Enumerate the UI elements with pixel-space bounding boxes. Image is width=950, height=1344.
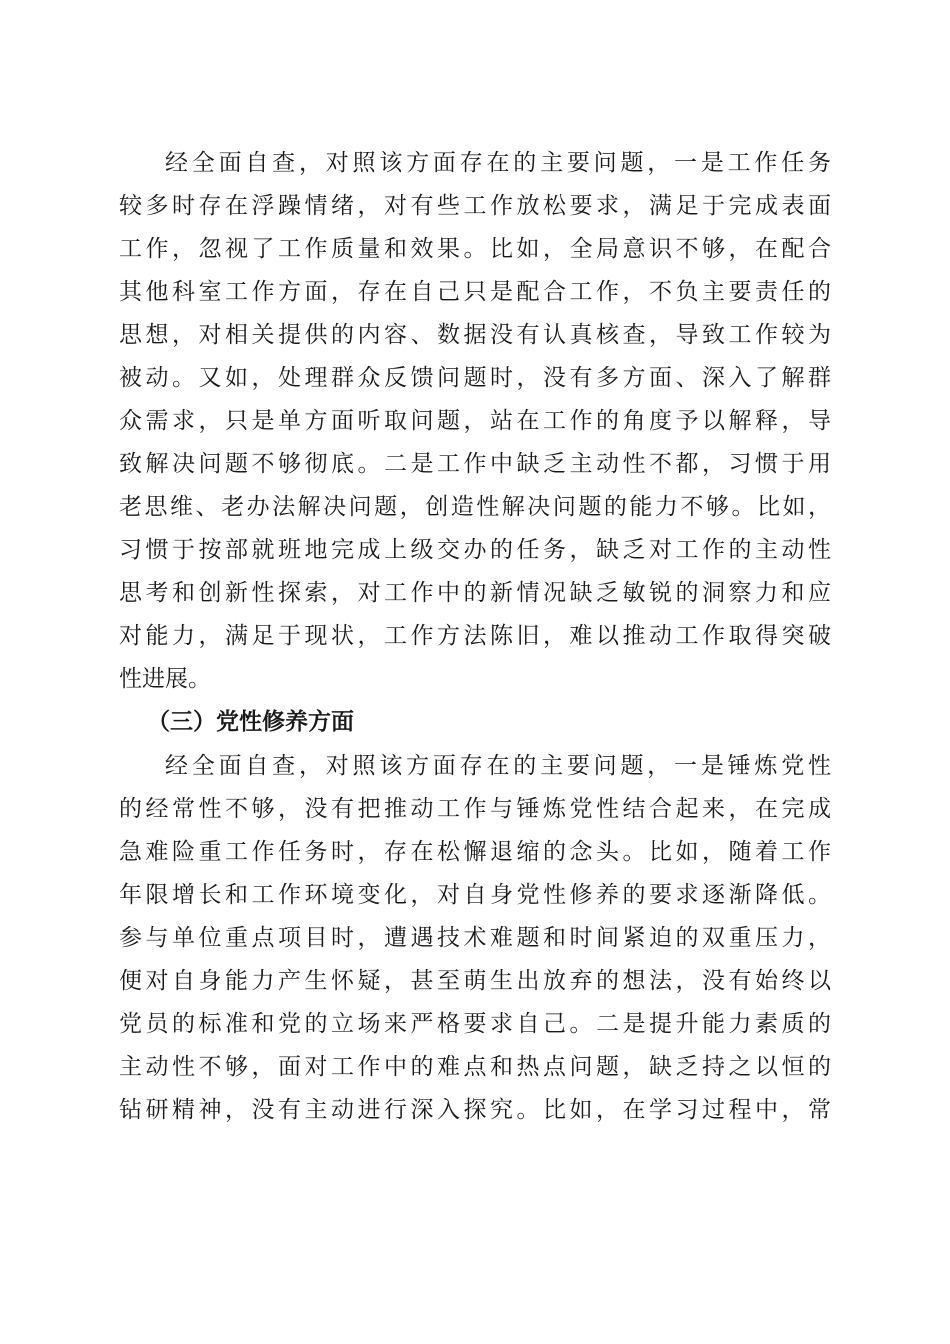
paragraph-1-line-8: 致解决问题不够彻底。二是工作中缺乏主动性不都，习惯于用: [119, 451, 831, 477]
paragraph-2-line-5: 参与单位重点项目时，遭遇技术难题和时间紧迫的双重压力，: [119, 925, 831, 951]
paragraph-2-line-9: 钻研精神，没有主动进行深入探究。比如，在学习过程中，常: [119, 1097, 831, 1123]
paragraph-2-line-3: 急难险重工作任务时，存在松懈退缩的念头。比如，随着工作: [119, 839, 831, 865]
paragraph-1-line-6: 被动。又如，处理群众反馈问题时，没有多方面、深入了解群: [119, 365, 831, 391]
paragraph-1-line-9: 老思维、老办法解决问题，创造性解决问题的能力不够。比如，: [119, 494, 831, 520]
paragraph-2-line-7: 党员的标准和党的立场来严格要求自己。二是提升能力素质的: [119, 1011, 831, 1037]
paragraph-1-line-11: 思考和创新性探索，对工作中的新情况缺乏敏锐的洞察力和应: [119, 580, 831, 606]
paragraph-1-line-5: 思想，对相关提供的内容、数据没有认真核查，导致工作较为: [119, 322, 831, 348]
paragraph-2-line-6: 便对自身能力产生怀疑，甚至萌生出放弃的想法，没有始终以: [119, 968, 831, 994]
paragraph-2-line-4: 年限增长和工作环境变化，对自身党性修养的要求逐渐降低。: [119, 882, 831, 908]
paragraph-1-line-1: 经全面自查，对照该方面存在的主要问题，一是工作任务: [165, 150, 831, 176]
paragraph-1-line-10: 习惯于按部就班地完成上级交办的任务，缺乏对工作的主动性: [119, 537, 831, 563]
section-heading-3: （三）党性修养方面: [147, 708, 354, 735]
paragraph-2-line-1: 经全面自查，对照该方面存在的主要问题，一是锤炼党性: [165, 753, 831, 779]
paragraph-1-line-3: 工作，忽视了工作质量和效果。比如，全局意识不够，在配合: [119, 236, 831, 262]
paragraph-1-line-7: 众需求，只是单方面听取问题，站在工作的角度予以解释，导: [119, 408, 831, 434]
paragraph-1-line-13: 性进展。: [119, 666, 211, 692]
paragraph-1-line-12: 对能力，满足于现状，工作方法陈旧，难以推动工作取得突破: [119, 623, 831, 649]
paragraph-1-line-2: 较多时存在浮躁情绪，对有些工作放松要求，满足于完成表面: [119, 193, 831, 219]
paragraph-1-line-4: 其他科室工作方面，存在自己只是配合工作，不负主要责任的: [119, 279, 831, 305]
paragraph-2-line-2: 的经常性不够，没有把推动工作与锤炼党性结合起来，在完成: [119, 796, 831, 822]
paragraph-2-line-8: 主动性不够，面对工作中的难点和热点问题，缺乏持之以恒的: [119, 1054, 831, 1080]
